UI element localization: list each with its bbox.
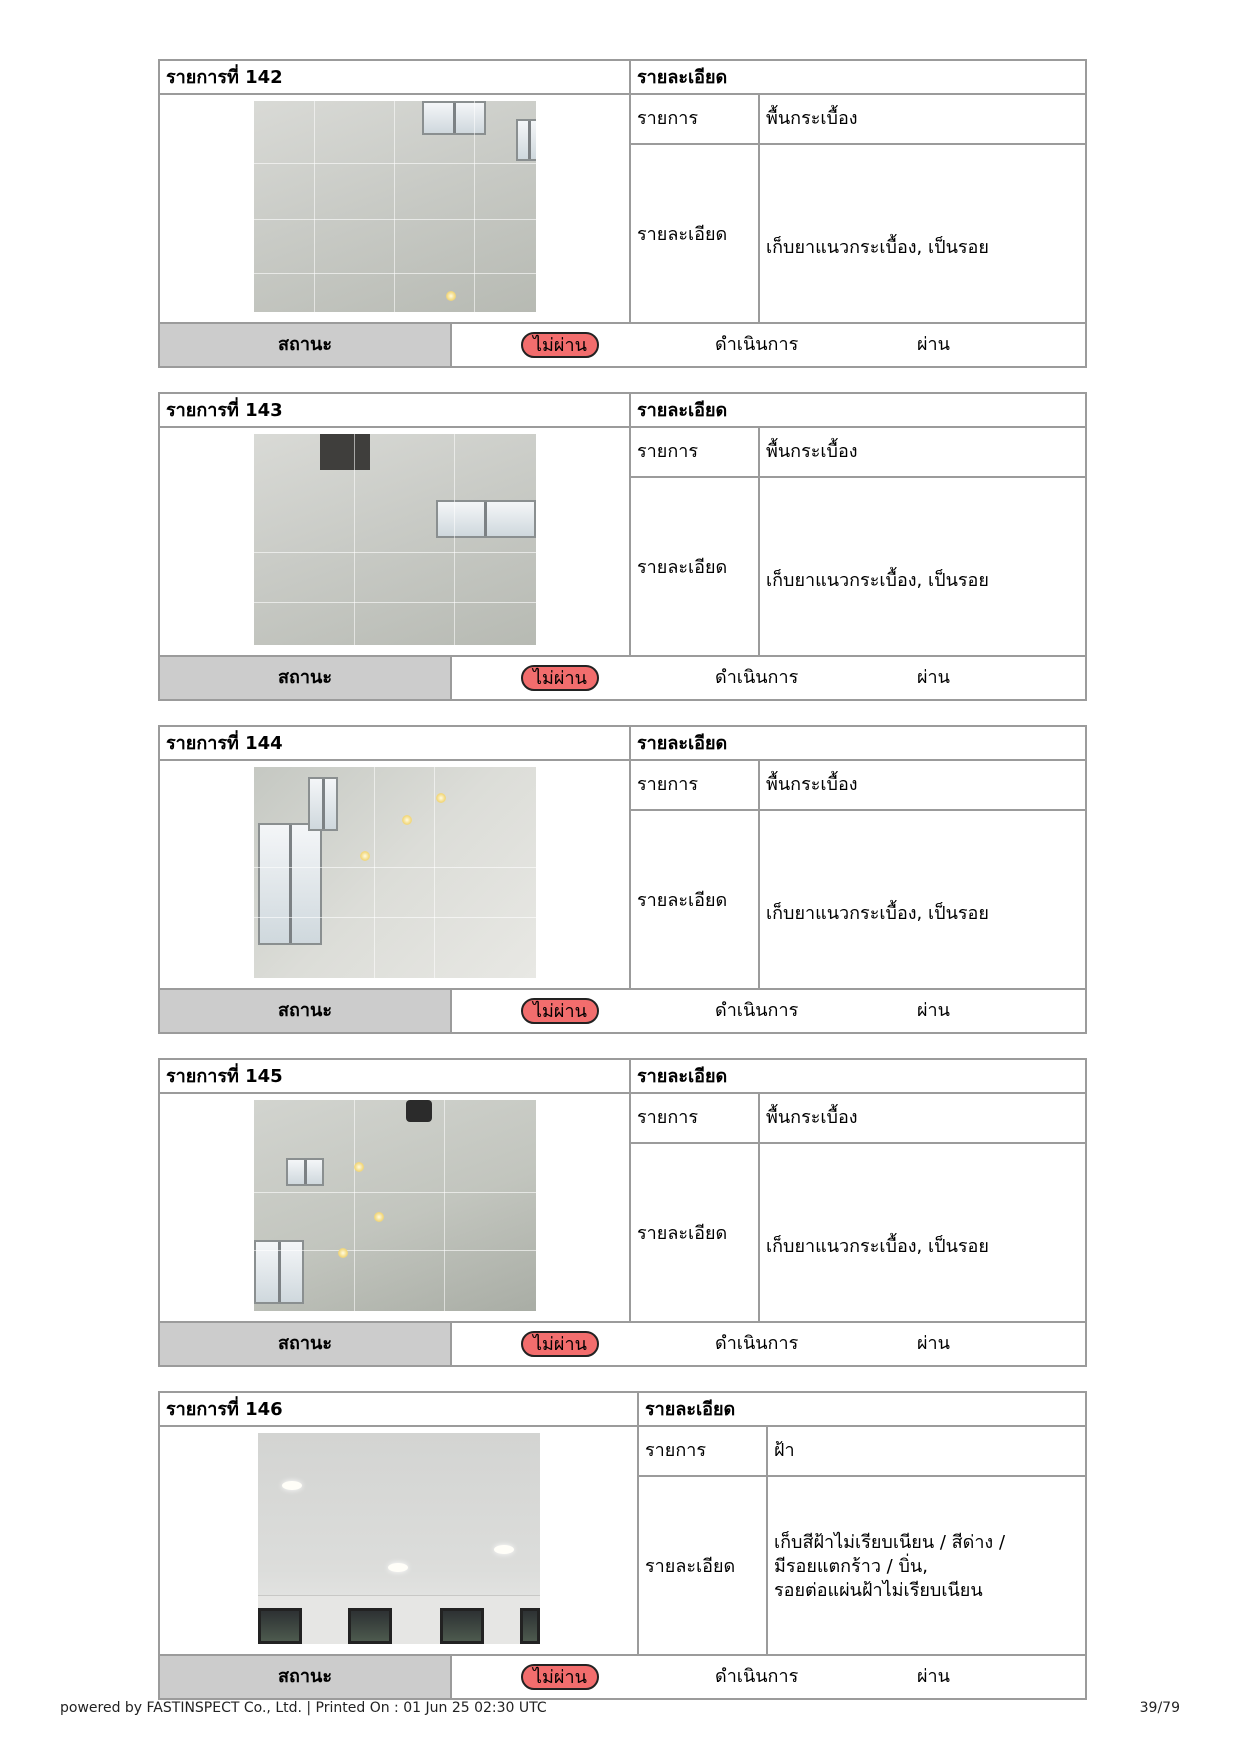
status-row — [160, 988, 1085, 1032]
detail-label: รายละเอียด — [631, 478, 760, 657]
record-title: รายการที่ 146 — [160, 1393, 639, 1427]
floor-tile-photo[interactable] — [254, 434, 536, 645]
item-label: รายการ — [631, 761, 760, 811]
item-value: พื้นกระเบื้อง — [760, 761, 1085, 811]
status-ongoing-option[interactable]: ดำเนินการ — [715, 334, 799, 355]
inspection-record — [158, 725, 1087, 1034]
status-ongoing-option[interactable]: ดำเนินการ — [715, 667, 799, 688]
status-row — [160, 1321, 1085, 1365]
detail-header: รายละเอียด — [631, 394, 1085, 428]
status-fail-badge[interactable]: ไม่ผ่าน — [521, 665, 599, 691]
status-fail-badge[interactable]: ไม่ผ่าน — [521, 1331, 599, 1357]
floor-tile-photo[interactable] — [254, 101, 536, 312]
detail-header: รายละเอียด — [631, 1060, 1085, 1094]
item-label: รายการ — [631, 95, 760, 145]
record-title: รายการที่ 142 — [160, 61, 631, 95]
status-ongoing-option[interactable]: ดำเนินการ — [715, 1000, 799, 1021]
page-number: 39/79 — [1139, 1700, 1180, 1716]
photo-cell — [160, 428, 631, 657]
detail-value: เก็บยาแนวกระเบื้อง, เป็นรอย — [766, 237, 989, 258]
detail-header: รายละเอียด — [631, 61, 1085, 95]
floor-tile-photo[interactable] — [254, 767, 536, 978]
item-label: รายการ — [631, 428, 760, 478]
detail-label: รายละเอียด — [631, 811, 760, 990]
status-pass-option[interactable]: ผ่าน — [917, 1333, 950, 1354]
status-row — [160, 322, 1085, 366]
status-row — [160, 1654, 1085, 1698]
item-value: ฝ้า — [768, 1427, 1085, 1477]
inspection-record — [158, 59, 1087, 368]
status-pass-option[interactable]: ผ่าน — [917, 667, 950, 688]
status-label: สถานะ — [160, 1323, 452, 1365]
photo-cell — [160, 761, 631, 990]
status-label: สถานะ — [160, 990, 452, 1032]
status-ongoing-option[interactable]: ดำเนินการ — [715, 1333, 799, 1354]
detail-label: รายละเอียด — [631, 145, 760, 324]
footer-powered-by: powered by FASTINSPECT Co., Ltd. | Printed On : 01 Jun 25 02:30 UTC — [60, 1700, 547, 1716]
detail-header: รายละเอียด — [631, 727, 1085, 761]
status-pass-option[interactable]: ผ่าน — [917, 334, 950, 355]
ceiling-photo[interactable] — [258, 1433, 540, 1644]
inspection-record — [158, 1058, 1087, 1367]
record-title: รายการที่ 143 — [160, 394, 631, 428]
record-title: รายการที่ 145 — [160, 1060, 631, 1094]
status-label: สถานะ — [160, 324, 452, 366]
status-label: สถานะ — [160, 1656, 452, 1698]
item-value: พื้นกระเบื้อง — [760, 95, 1085, 145]
detail-value: เก็บยาแนวกระเบื้อง, เป็นรอย — [766, 570, 989, 591]
inspection-record — [158, 392, 1087, 701]
inspection-record — [158, 1391, 1087, 1700]
detail-value: เก็บยาแนวกระเบื้อง, เป็นรอย — [766, 903, 989, 924]
item-value: พื้นกระเบื้อง — [760, 428, 1085, 478]
photo-cell — [160, 1427, 639, 1656]
record-title: รายการที่ 144 — [160, 727, 631, 761]
detail-value: เก็บยาแนวกระเบื้อง, เป็นรอย — [766, 1236, 989, 1257]
item-value: พื้นกระเบื้อง — [760, 1094, 1085, 1144]
photo-cell — [160, 1094, 631, 1323]
detail-label: รายละเอียด — [631, 1144, 760, 1323]
floor-tile-photo[interactable] — [254, 1100, 536, 1311]
status-label: สถานะ — [160, 657, 452, 699]
status-ongoing-option[interactable]: ดำเนินการ — [715, 1666, 799, 1687]
status-fail-badge[interactable]: ไม่ผ่าน — [521, 998, 599, 1024]
status-fail-badge[interactable]: ไม่ผ่าน — [521, 332, 599, 358]
status-pass-option[interactable]: ผ่าน — [917, 1666, 950, 1687]
item-label: รายการ — [639, 1427, 768, 1477]
status-fail-badge[interactable]: ไม่ผ่าน — [521, 1664, 599, 1690]
status-pass-option[interactable]: ผ่าน — [917, 1000, 950, 1021]
detail-header: รายละเอียด — [639, 1393, 1085, 1427]
detail-label: รายละเอียด — [639, 1477, 768, 1656]
item-label: รายการ — [631, 1094, 760, 1144]
detail-value: เก็บสีฝ้าไม่เรียบเนียน / สีด่าง / มีรอยแตกร้าว / บิ่น, รอยต่อแผ่นฝ้าไม่เรียบเนียน — [774, 1531, 1006, 1601]
photo-cell — [160, 95, 631, 324]
status-row — [160, 655, 1085, 699]
